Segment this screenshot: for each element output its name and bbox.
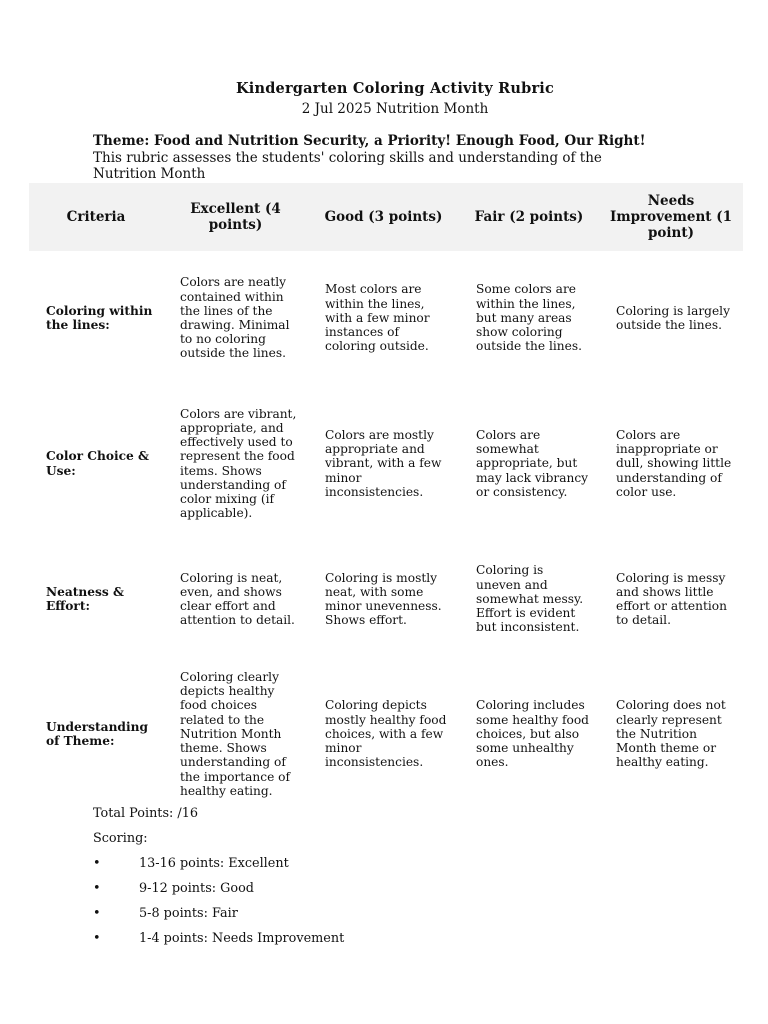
header-good: Good (3 points) (308, 183, 459, 251)
criteria-cell: Color Choice & Use: (46, 449, 149, 478)
good-cell: Most colors are within the lines, with a few minor instances of coloring outside. (325, 282, 430, 354)
scoring-list-item (93, 856, 289, 871)
scoring-list-item (93, 906, 238, 921)
good-cell: Colors are mostly appropriate and vibrant, with a few minor inconsistencies. (325, 427, 442, 499)
table-header-row (29, 183, 743, 251)
bullet-icon: • (93, 931, 101, 946)
needs-improvement-cell: Coloring is messy and shows little effort or attention to detail. (616, 570, 727, 628)
excellent-cell: Colors are neatly contained within the lines of the drawing. Minimal to no coloring outside the lines. (180, 275, 290, 361)
criteria-cell: Coloring within the lines: (46, 303, 153, 332)
header-excellent: Excellent (4 points) (163, 183, 308, 251)
header-fair: Fair (2 points) (459, 183, 599, 251)
fair-cell: Colors are somewhat appropriate, but may lack vibrancy or consistency. (476, 427, 589, 499)
bullet-icon: • (93, 881, 101, 896)
total-points: Total Points: /16 (93, 806, 198, 821)
criteria-cell: Understanding of Theme: (46, 719, 148, 748)
theme-heading: Theme: Food and Nutrition Security, a Priority! Enough Food, Our Right! (93, 133, 646, 149)
needs-improvement-cell: Colors are inappropriate or dull, showing little understanding of color use. (616, 427, 732, 499)
page-title: Kindergarten Coloring Activity Rubric (235, 80, 555, 97)
bullet-icon: • (93, 856, 101, 871)
scoring-list-item (93, 881, 254, 896)
scoring-text: 1-4 points: Needs Improvement (139, 931, 345, 946)
good-cell: Coloring depicts mostly healthy food choices, with a few minor inconsistencies. (325, 698, 447, 770)
good-cell: Coloring is mostly neat, with some minor unevenness. Shows effort. (325, 570, 442, 628)
excellent-cell: Coloring clearly depicts healthy food choices related to the Nutrition Month theme. Shows understanding of the importance of healthy eating. (180, 670, 291, 798)
excellent-cell: Coloring is neat, even, and shows clear effort and attention to detail. (180, 570, 295, 628)
table-row (29, 656, 743, 812)
rubric-description: This rubric assesses the students' coloring skills and understanding of the Nutrition Month (93, 150, 602, 182)
criteria-cell: Neatness & Effort: (46, 584, 125, 613)
table-row (29, 385, 743, 542)
page-subtitle: 2 Jul 2025 Nutrition Month (301, 101, 489, 117)
excellent-cell: Colors are vibrant, appropriate, and effectively used to represent the food items. Shows understanding of color mixing (if applicable). (180, 406, 297, 521)
bullet-icon: • (93, 906, 101, 921)
scoring-list-item (93, 931, 344, 946)
rubric-table (29, 183, 743, 812)
scoring-text: 9-12 points: Good (139, 881, 254, 896)
needs-improvement-cell: Coloring does not clearly represent the Nutrition Month theme or healthy eating. (616, 698, 726, 770)
needs-improvement-cell: Coloring is largely outside the lines. (616, 303, 730, 332)
scoring-label: Scoring: (93, 831, 148, 846)
table-row (29, 251, 743, 385)
table-row (29, 542, 743, 656)
scoring-text: 13-16 points: Excellent (139, 856, 289, 871)
header-criteria: Criteria (29, 183, 163, 251)
fair-cell: Some colors are within the lines, but many areas show coloring outside the lines. (476, 282, 582, 354)
scoring-text: 5-8 points: Fair (139, 906, 238, 921)
header-needs-improvement: Needs Improvement (1 point) (599, 183, 743, 251)
fair-cell: Coloring includes some healthy food choices, but also some unhealthy ones. (476, 698, 589, 770)
fair-cell: Coloring is uneven and somewhat messy. Effort is evident but inconsistent. (476, 563, 584, 635)
